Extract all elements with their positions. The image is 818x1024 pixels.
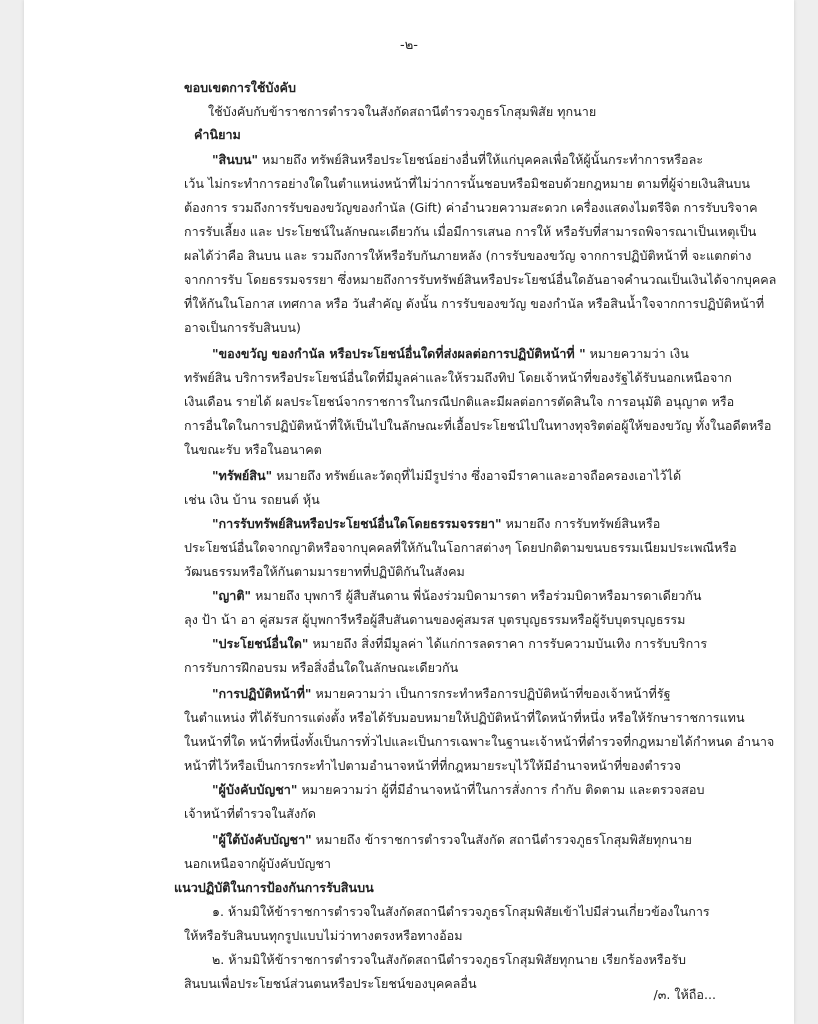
paragraph-line: ผลได้ว่าคือ สินบน และ รวมถึงการให้หรือรับกันภายหลัง (การรับของขวัญ จากการปฏิบัติหน้าที่ จะแตกต่าง [184, 248, 752, 263]
continued-marker: /๓. ให้ถือ... [653, 987, 716, 1002]
definition-relative [212, 586, 702, 606]
definition-ethical-receipt [212, 514, 660, 534]
definition-text: หมายถึง การรับทรัพย์สินหรือ [505, 516, 661, 531]
paragraph-line: ทรัพย์สิน บริการหรือประโยชน์อื่นใดที่มีมูลค่าและให้รวมถึงทิป โดยเจ้าหน้าที่ของรัฐได้รับนอกเหนือจาก [184, 370, 732, 385]
paragraph-line: ในตำแหน่ง ที่ได้รับการแต่งตั้ง หรือได้รับมอบหมายให้ปฏิบัติหน้าที่ใดหน้าที่หนึ่ง หรือให้รักษาราชการแทน [184, 710, 745, 725]
definition-term: "ผู้บังคับบัญชา" [212, 782, 298, 797]
definition-bribe [212, 150, 703, 170]
definition-duty [212, 684, 671, 704]
definition-text: หมายถึง ทรัพย์และวัตถุที่ไม่มีรูปร่าง ซึ่งอาจมีราคาและอาจถือครองเอาไว้ได้ [276, 468, 682, 483]
paragraph-line: นอกเหนือจากผู้บังคับบัญชา [184, 856, 331, 871]
paragraph-line: จากการรับ โดยธรรมจรรยา ซึ่งหมายถึงการรับทรัพย์สินหรือประโยชน์อื่นใดอันอาจคำนวณเป็นเงินได้จากบุคคล [184, 272, 777, 287]
definitions-heading: คำนิยาม [194, 127, 241, 142]
definition-term: "สินบน" [212, 152, 259, 167]
paragraph-line: เว้น ไม่กระทำการอย่างใดในตำแหน่งหน้าที่ไม่ว่าการนั้นชอบหรือมิชอบด้วยกฎหมาย ตามที่ผู้จ่ายเงินสินบน [184, 176, 750, 191]
scope-text: ใช้บังคับกับข้าราชการตำรวจในสังกัดสถานีตำรวจภูธรโกสุมพิสัย ทุกนาย [208, 104, 597, 119]
paragraph-line: วัฒนธรรมหรือให้กันตามมารยาทที่ปฏิบัติกันในสังคม [184, 564, 465, 579]
definition-text: หมายความว่า เงิน [589, 346, 689, 361]
guidelines-heading: แนวปฏิบัติในการป้องกันการรับสินบน [174, 880, 374, 895]
paragraph-line: การรับการฝึกอบรม หรือสิ่งอื่นใดในลักษณะเดียวกัน [184, 660, 459, 675]
definition-term: "ประโยชน์อื่นใด" [212, 636, 309, 651]
paragraph-line: เงินเดือน รายได้ ผลประโยชน์จากราชการในกรณีปกติและมีผลต่อการตัดสินใจ การอนุมัติ อนุญาต หรือ [184, 394, 735, 409]
page-number: -๒- [400, 38, 418, 53]
definition-term: "การรับทรัพย์สินหรือประโยชน์อื่นใดโดยธรรมจรรยา" [212, 516, 502, 531]
definition-text: หมายถึง ทรัพย์สินหรือประโยชน์อย่างอื่นที่ให้แก่บุคคลเพื่อให้ผู้นั้นกระทำการหรือละ [262, 152, 704, 167]
paragraph-line: การอื่นใดในการปฏิบัติหน้าที่ให้เป็นไปในลักษณะที่เอื้อประโยชน์ไปในทางทุจริตต่อผู้ให้ของขวัญ ทั้งในอดีตหรือ [184, 418, 772, 433]
definition-term: "ทรัพย์สิน" [212, 468, 273, 483]
scope-heading: ขอบเขตการใช้บังคับ [184, 80, 296, 95]
paragraph-line: หน้าที่ไว้หรือเป็นการกระทำไปตามอำนาจหน้าที่ที่กฎหมายระบุไว้ให้มีอำนาจหน้าที่ของตำรวจ [184, 758, 681, 773]
guideline-item: ๑. ห้ามมิให้ข้าราชการตำรวจในสังกัดสถานีตำรวจภูธรโกสุมพิสัยเข้าไปมีส่วนเกี่ยวข้องในการ [212, 904, 710, 919]
paragraph-line: สินบนเพื่อประโยชน์ส่วนตนหรือประโยชน์ของบุคคลอื่น [184, 976, 477, 991]
definition-commander [212, 780, 704, 800]
paragraph-line: ให้หรือรับสินบนทุกรูปแบบไม่ว่าทางตรงหรือทางอ้อม [184, 928, 463, 943]
definition-term: "ญาติ" [212, 588, 252, 603]
definition-other-benefit [212, 634, 707, 654]
guideline-item: ๒. ห้ามมิให้ข้าราชการตำรวจในสังกัดสถานีตำรวจภูธรโกสุมพิสัยทุกนาย เรียกร้องหรือรับ [212, 952, 687, 967]
definition-text: หมายความว่า ผู้ที่มีอำนาจหน้าที่ในการสั่งการ กำกับ ติดตาม และตรวจสอบ [301, 782, 705, 797]
document-page [24, 0, 794, 1024]
paragraph-line: อาจเป็นการรับสินบน) [184, 320, 301, 335]
paragraph-line: ลุง ป้า น้า อา คู่สมรส ผู้บุพการีหรือผู้สืบสันดานของคู่สมรส บุตรบุญธรรมหรือผู้รับบุตรบุญธรรม [184, 612, 686, 627]
paragraph-line: การรับเลี้ยง และ ประโยชน์ในลักษณะเดียวกัน เมื่อมีการเสนอ การให้ หรือรับที่สามารถพิจารณาเป็นเหตุเป็น [184, 224, 757, 239]
paragraph-line: ต้องการ รวมถึงการรับของขวัญของกำนัล (Gift) ค่าอำนวยความสะดวก เครื่องแสดงไมตรีจิต การรับบริจาค [184, 200, 758, 215]
definition-gift [212, 344, 689, 364]
definition-subordinate [212, 830, 692, 850]
definition-text: หมายถึง ข้าราชการตำรวจในสังกัด สถานีตำรวจภูธรโกสุมพิสัยทุกนาย [315, 832, 692, 847]
definition-text: หมายความว่า เป็นการกระทำหรือการปฏิบัติหน้าที่ของเจ้าหน้าที่รัฐ [315, 686, 671, 701]
definition-term: "ผู้ใต้บังคับบัญชา" [212, 832, 312, 847]
paragraph-line: ในขณะรับ หรือในอนาคต [184, 442, 322, 457]
definition-text: หมายถึง บุพการี ผู้สืบสันดาน พี่น้องร่วมบิดามารดา หรือร่วมบิดาหรือมารดาเดียวกัน [255, 588, 702, 603]
definition-term: "การปฏิบัติหน้าที่" [212, 686, 312, 701]
definition-term: "ของขวัญ ของกำนัล หรือประโยชน์อื่นใดที่ส่งผลต่อการปฏิบัติหน้าที่ " [212, 346, 586, 361]
definition-text: หมายถึง สิ่งที่มีมูลค่า ได้แก่การลดราคา การรับความบันเทิง การรับบริการ [312, 636, 708, 651]
paragraph-line: ที่ให้กันในโอกาส เทศกาล หรือ วันสำคัญ ดังนั้น การรับของขวัญ ของกำนัล หรือสินน้ำใจจากการปฏิบัติหน้าที่ [184, 296, 765, 311]
definition-property [212, 466, 681, 486]
paragraph-line: เจ้าหน้าที่ตำรวจในสังกัด [184, 806, 316, 821]
paragraph-line: ในหน้าที่ใด หน้าที่หนึ่งทั้งเป็นการทั่วไปและเป็นการเฉพาะในฐานะเจ้าหน้าที่ตำรวจที่กฎหมายได้กำหนด อำนาจ [184, 734, 775, 749]
paragraph-line: ประโยชน์อื่นใดจากญาติหรือจากบุคคลที่ให้กันในโอกาสต่างๆ โดยปกติตามขนบธรรมเนียมประเพณีหรือ [184, 540, 737, 555]
paragraph-line: เช่น เงิน บ้าน รถยนต์ หุ้น [184, 492, 320, 507]
